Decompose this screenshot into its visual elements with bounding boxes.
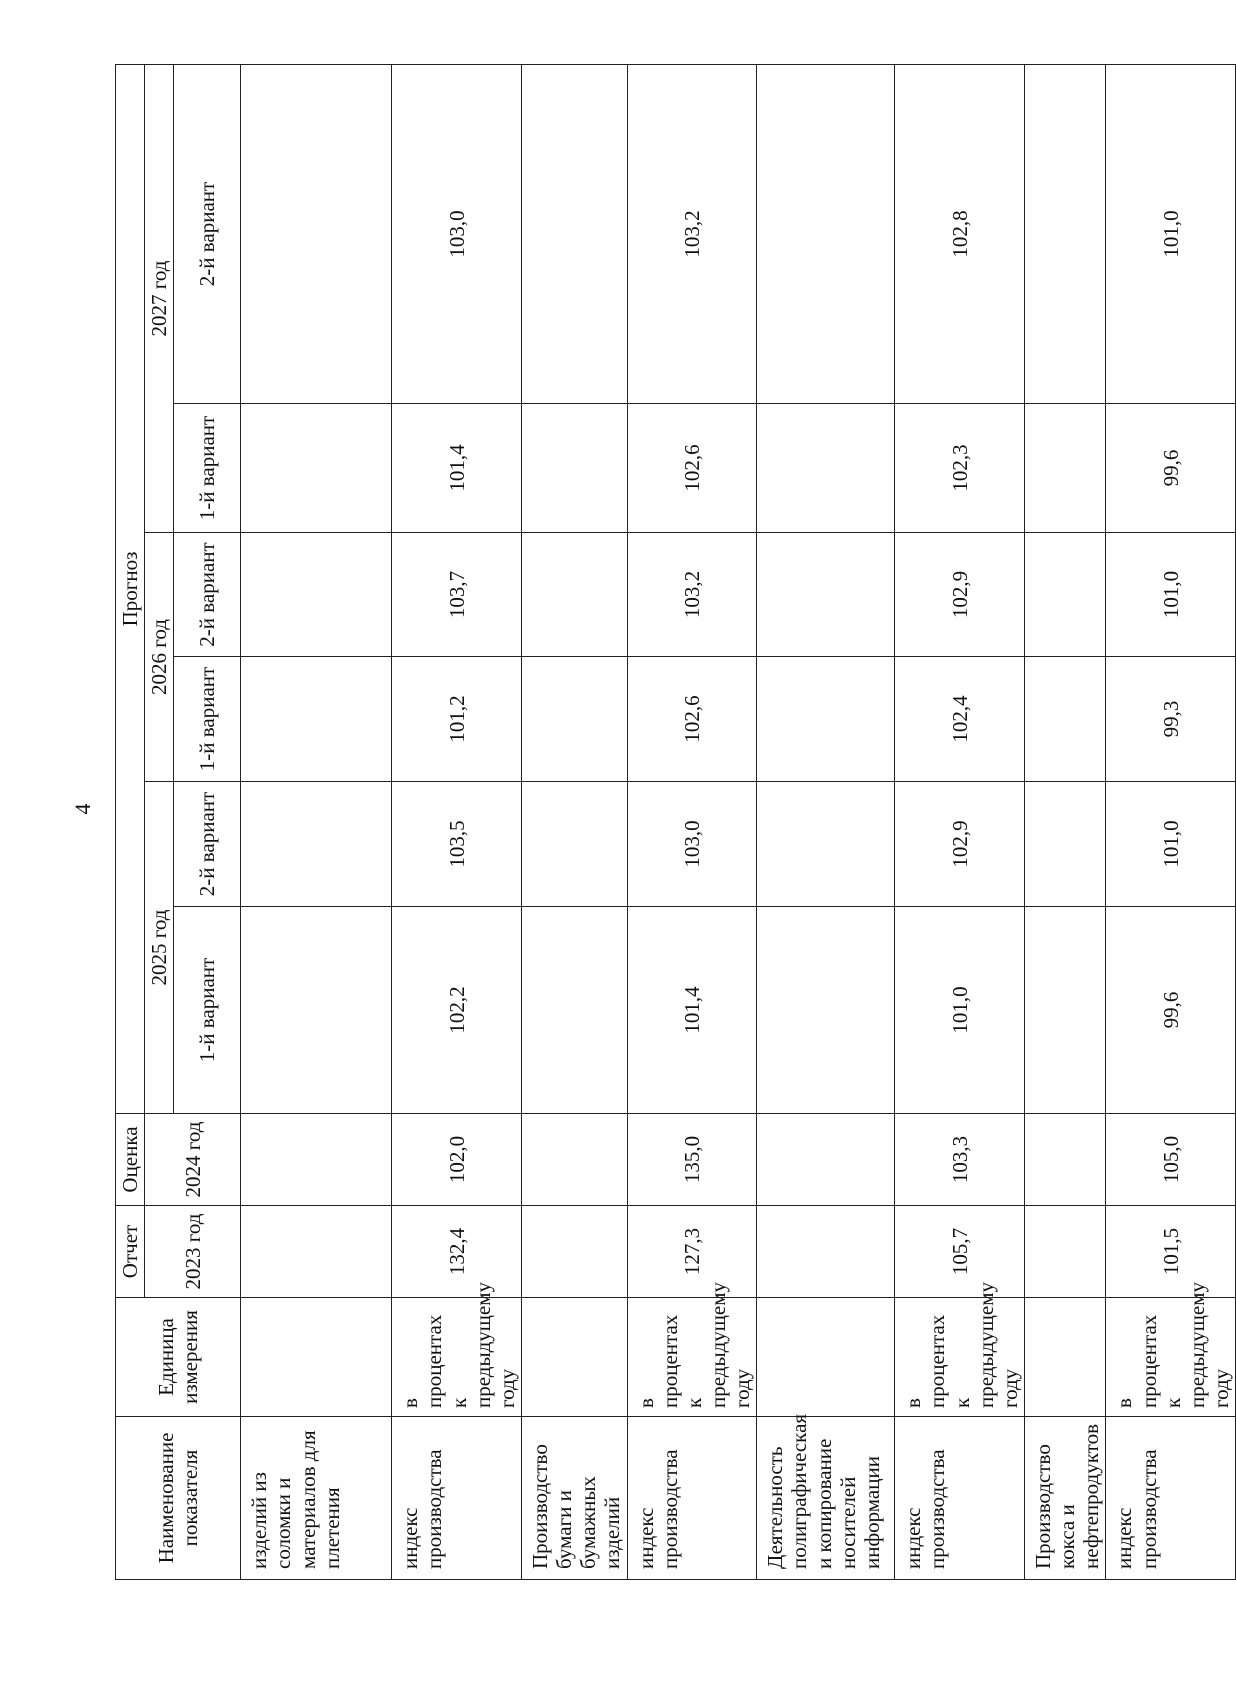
value-cell: 102,4 (895, 657, 1025, 782)
value-cell: 101,0 (1106, 782, 1236, 907)
value-cell (241, 1114, 392, 1206)
value-cell (1024, 782, 1105, 907)
value-cell: 103,3 (895, 1114, 1025, 1206)
value-cell (1024, 1206, 1105, 1298)
value-cell (241, 404, 392, 533)
value-cell: 99,6 (1106, 907, 1236, 1114)
header-2027-variant-2: 2-й вариант (174, 64, 241, 403)
value-cell (757, 907, 895, 1114)
header-2026-variant-2: 2-й вариант (174, 533, 241, 657)
value-cell: 102,6 (627, 404, 757, 533)
header-name: Наименование показателя (116, 1417, 241, 1580)
row-name: изделий из соломки и материалов для плетения (241, 1417, 392, 1580)
value-cell (521, 657, 627, 782)
header-forecast: Прогноз (116, 64, 145, 1113)
table-row (521, 64, 627, 1579)
value-cell (521, 404, 627, 533)
value-cell: 101,0 (1106, 64, 1236, 403)
value-cell (521, 782, 627, 907)
value-cell (241, 533, 392, 657)
value-cell (1024, 1114, 1105, 1206)
value-cell (757, 404, 895, 533)
value-cell (1024, 907, 1105, 1114)
value-cell: 105,0 (1106, 1114, 1236, 1206)
value-cell (757, 1114, 895, 1206)
value-cell (521, 533, 627, 657)
value-cell (1024, 657, 1105, 782)
value-cell (241, 782, 392, 907)
table-row (1024, 64, 1105, 1579)
value-cell (521, 1114, 627, 1206)
header-unit: Единица измерения (116, 1298, 241, 1417)
row-name: индекс производства (1106, 1417, 1236, 1580)
value-cell (241, 657, 392, 782)
value-cell (1024, 404, 1105, 533)
forecast-table (115, 64, 1236, 1580)
row-name: Производство бумаги и бумажных изделий (521, 1417, 627, 1580)
header-2027-variant-1: 1-й вариант (174, 404, 241, 533)
value-cell: 99,6 (1106, 404, 1236, 533)
value-cell: 102,6 (627, 657, 757, 782)
value-cell (1024, 533, 1105, 657)
header-2025-variant-2: 2-й вариант (174, 782, 241, 907)
rotated-table-wrapper (115, 65, 1233, 1580)
value-cell (757, 782, 895, 907)
header-year-2027: 2027 год (145, 64, 174, 532)
value-cell (757, 657, 895, 782)
value-cell (521, 64, 627, 403)
value-cell: 105,7 (895, 1206, 1025, 1298)
value-cell: 132,4 (392, 1206, 522, 1298)
value-cell: 102,3 (895, 404, 1025, 533)
header-year-2023: 2023 год (145, 1206, 241, 1298)
table-row (241, 64, 392, 1579)
value-cell (757, 1206, 895, 1298)
value-cell: 101,2 (392, 657, 522, 782)
value-cell (521, 1206, 627, 1298)
value-cell: 101,4 (392, 404, 522, 533)
table-row (895, 64, 1025, 1579)
row-unit: в процентах к предыдущему году (392, 1298, 522, 1417)
table-row (757, 64, 895, 1579)
value-cell: 127,3 (627, 1206, 757, 1298)
value-cell: 102,9 (895, 533, 1025, 657)
value-cell: 135,0 (627, 1114, 757, 1206)
table-row (392, 64, 522, 1579)
value-cell: 101,0 (895, 907, 1025, 1114)
value-cell (757, 533, 895, 657)
value-cell: 101,0 (1106, 533, 1236, 657)
row-name: индекс производства (392, 1417, 522, 1580)
value-cell: 102,8 (895, 64, 1025, 403)
header-year-2026: 2026 год (145, 533, 174, 782)
value-cell: 103,2 (627, 64, 757, 403)
row-unit: в процентах к предыдущему году (1106, 1298, 1236, 1417)
value-cell: 103,2 (627, 533, 757, 657)
header-year-2024: 2024 год (145, 1114, 241, 1206)
value-cell: 102,9 (895, 782, 1025, 907)
row-name: Деятельность полиграфическая и копирование носителей информации (757, 1417, 895, 1580)
row-name: индекс производства (627, 1417, 757, 1580)
row-unit (757, 1298, 895, 1417)
value-cell: 102,2 (392, 907, 522, 1114)
row-name: Производство кокса и нефтепродуктов (1024, 1417, 1105, 1580)
page-number: 4 (70, 803, 95, 815)
value-cell (1024, 64, 1105, 403)
header-year-2025: 2025 год (145, 782, 174, 1114)
value-cell: 103,5 (392, 782, 522, 907)
table-row (1106, 64, 1236, 1579)
value-cell: 103,7 (392, 533, 522, 657)
value-cell (757, 64, 895, 403)
value-cell: 101,4 (627, 907, 757, 1114)
value-cell (241, 64, 392, 403)
value-cell (241, 907, 392, 1114)
header-2025-variant-1: 1-й вариант (174, 907, 241, 1114)
row-unit (241, 1298, 392, 1417)
value-cell: 99,3 (1106, 657, 1236, 782)
value-cell (521, 907, 627, 1114)
table-row (627, 64, 757, 1579)
value-cell: 103,0 (627, 782, 757, 907)
header-estimate: Оценка (116, 1114, 145, 1206)
row-name: индекс производства (895, 1417, 1025, 1580)
row-unit (521, 1298, 627, 1417)
row-unit: в процентах к предыдущему году (895, 1298, 1025, 1417)
row-unit: в процентах к предыдущему году (627, 1298, 757, 1417)
header-report: Отчет (116, 1206, 145, 1298)
value-cell: 103,0 (392, 64, 522, 403)
value-cell (241, 1206, 392, 1298)
value-cell: 101,5 (1106, 1206, 1236, 1298)
row-unit (1024, 1298, 1105, 1417)
header-2026-variant-1: 1-й вариант (174, 657, 241, 782)
value-cell: 102,0 (392, 1114, 522, 1206)
